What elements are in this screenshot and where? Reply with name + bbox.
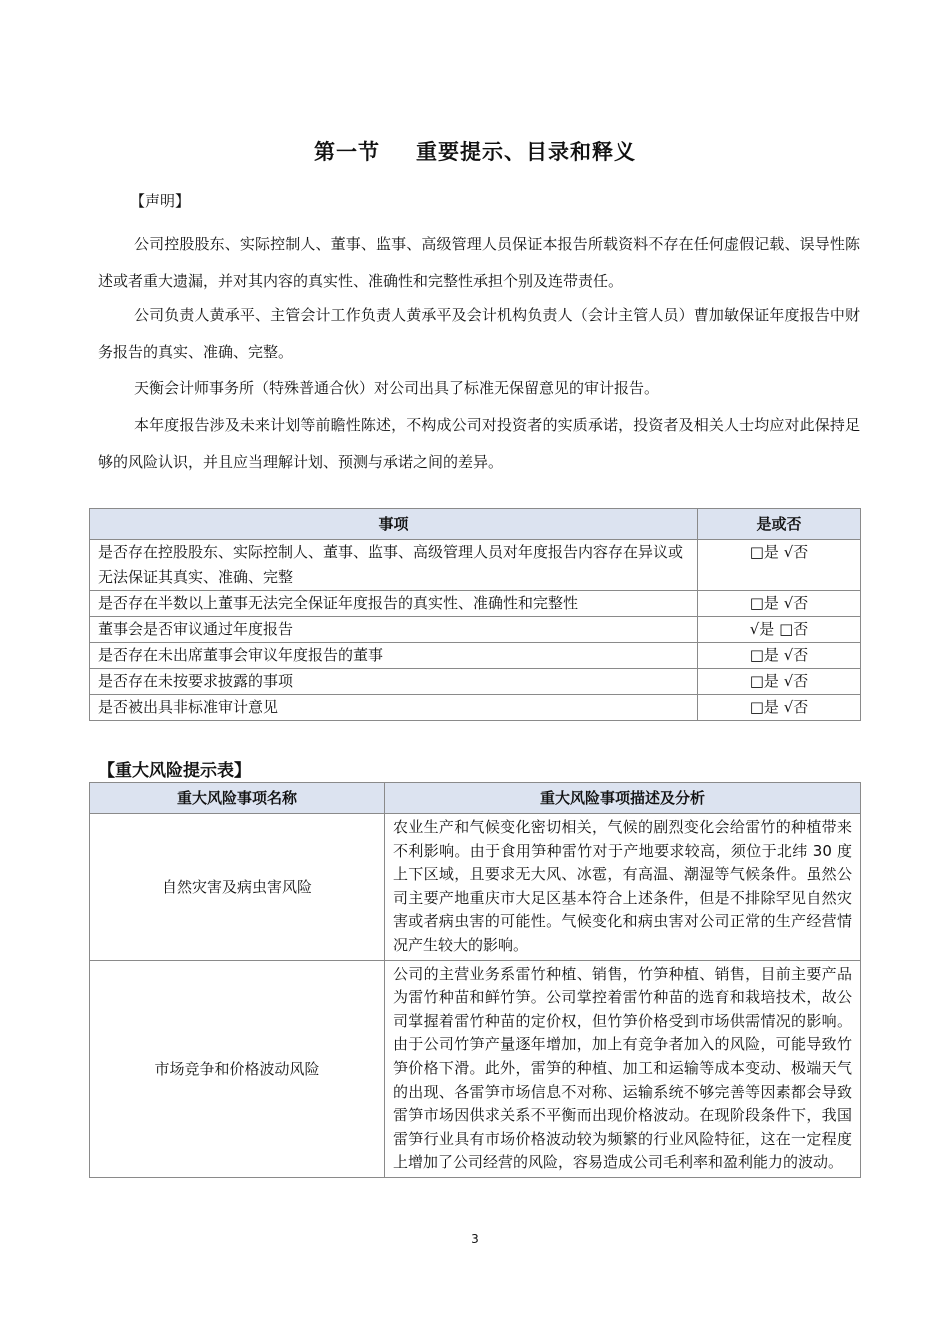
risk-table-title: 【重大风险提示表】 (98, 761, 251, 781)
row-answer: □是 √否 (698, 695, 861, 721)
risk-table (89, 782, 861, 1178)
paragraph-forward-looking: 本年度报告涉及未来计划等前瞻性陈述，不构成公司对投资者的实质承诺，投资者及相关人士均应对此保持足够的风险认识，并且应当理解计划、预测与承诺之间的差异。 (98, 416, 860, 471)
section-number: 第一节 (314, 140, 380, 164)
risk-description: 公司的主营业务系雷竹种植、销售，竹笋种植、销售，目前主要产品为雷竹种苗和鲜竹笋。公司掌控着雷竹种苗的选育和栽培技术，故公司掌握着雷竹种苗的定价权，但竹笋价格受到市场供需情况的影响。由于公司竹笋产量逐年增加，加上有竞争者加入的风险，可能导致竹笋价格下滑。此外，雷笋的种植、加工和运输等成本变动、极端天气的出现、各雷笋市场信息不对称、运输系统不够完善等因素都会导致雷笋市场因供求关系不平衡而出现价格波动。在现阶段条件下，我国雷笋行业具有市场价格波动较为频繁的行业风险特征，这在一定程度上增加了公司经营的风险，容易造成公司毛利率和盈利能力的波动。 (385, 960, 861, 1177)
paragraph-guarantee: 公司控股股东、实际控制人、董事、监事、高级管理人员保证本报告所载资料不存在任何虚假记载、误导性陈述或者重大遗漏，并对其内容的真实性、准确性和完整性承担个别及连带责任。 (98, 235, 860, 290)
risk-name: 市场竞争和价格波动风险 (90, 960, 385, 1177)
page-number: 3 (471, 1232, 479, 1246)
table-row (90, 591, 861, 617)
row-answer: □是 √否 (698, 643, 861, 669)
table-row (90, 617, 861, 643)
header-risk-desc: 重大风险事项描述及分析 (385, 783, 861, 814)
risk-name: 自然灾害及病虫害风险 (90, 814, 385, 961)
paragraph-auditor: 天衡会计师事务所（特殊普通合伙）对公司出具了标准无保留意见的审计报告。 (134, 379, 660, 397)
row-answer: □是 √否 (698, 540, 861, 591)
row-answer: □是 √否 (698, 591, 861, 617)
table-header-row (90, 509, 861, 540)
table-row (90, 540, 861, 591)
row-item: 是否存在未出席董事会审议年度报告的董事 (90, 643, 698, 669)
paragraph-responsible: 公司负责人黄承平、主管会计工作负责人黄承平及会计机构负责人（会计主管人员）曹加敏保证年度报告中财务报告的真实、准确、完整。 (98, 306, 860, 361)
table-row (90, 814, 861, 961)
header-risk-name: 重大风险事项名称 (90, 783, 385, 814)
table-row (90, 695, 861, 721)
row-answer: √是 □否 (698, 617, 861, 643)
row-item: 是否存在控股股东、实际控制人、董事、监事、高级管理人员对年度报告内容存在异议或无法保证其真实、准确、完整 (90, 540, 698, 591)
section-name: 重要提示、目录和释义 (416, 140, 636, 164)
risk-description: 农业生产和气候变化密切相关，气候的剧烈变化会给雷竹的种植带来不利影响。由于食用笋种雷竹对于产地要求较高，须位于北纬 30 度上下区域，且要求无大风、冰雹，有高温、潮湿等气候条件。虽然公司主要产地重庆市大足区基本符合上述条件，但是不排除罕见自然灾害或者病虫害的可能性。气候变化和病虫害对公司正常的生产经营情况产生较大的影响。 (385, 814, 861, 961)
table-header-row (90, 783, 861, 814)
row-answer: □是 √否 (698, 669, 861, 695)
table-row (90, 669, 861, 695)
table-row (90, 960, 861, 1177)
row-item: 是否存在半数以上董事无法完全保证年度报告的真实性、准确性和完整性 (90, 591, 698, 617)
confirmation-table (89, 508, 861, 721)
row-item: 董事会是否审议通过年度报告 (90, 617, 698, 643)
section-title (0, 136, 950, 166)
header-item: 事项 (90, 509, 698, 540)
row-item: 是否被出具非标准审计意见 (90, 695, 698, 721)
header-yes-no: 是或否 (698, 509, 861, 540)
table-row (90, 643, 861, 669)
statement-label: 【声明】 (130, 192, 191, 210)
row-item: 是否存在未按要求披露的事项 (90, 669, 698, 695)
